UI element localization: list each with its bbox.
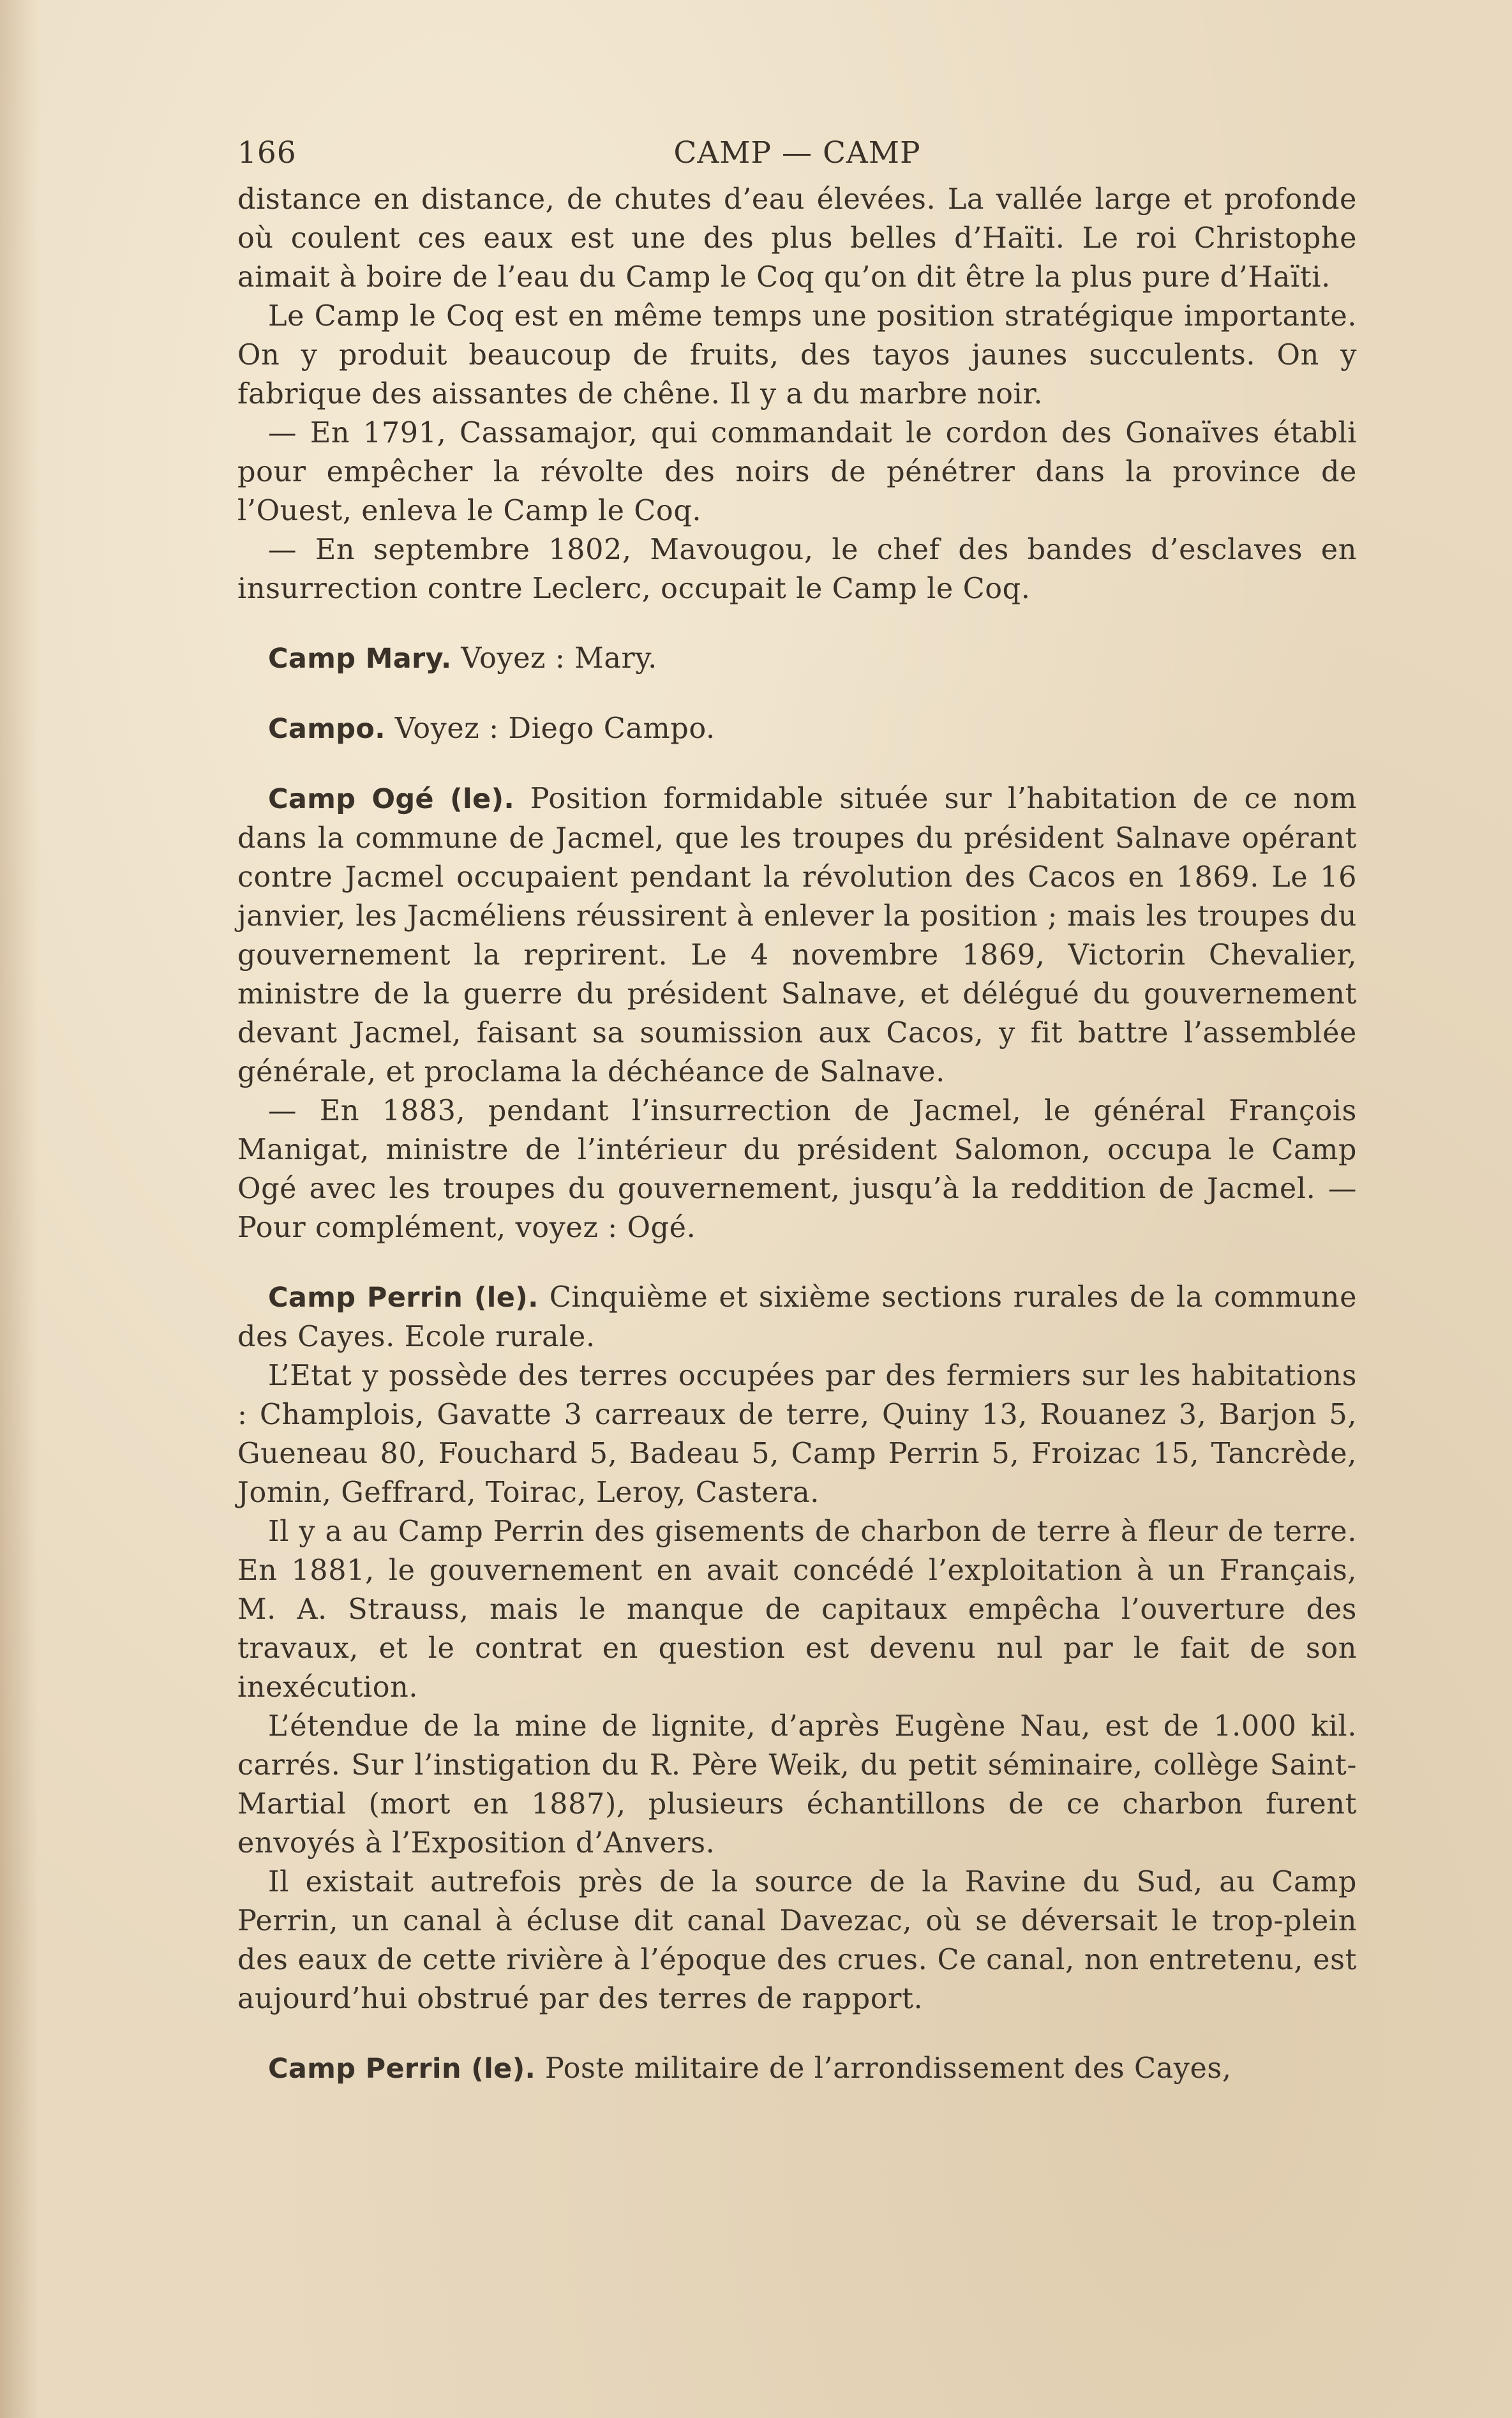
running-head	[237, 135, 1357, 180]
entry-paragraph: L’étendue de la mine de lignite, d’après Eugène Nau, est de 1.000 kil. carrés. Sur l’instigation du R. Père Weik, du petit séminaire, collège Saint-Martial (mort en 1887), plusieurs échantillons de ce charbon furent envoyés à l’Exposition d’Anvers.	[237, 1710, 1357, 1859]
entry-paragraph: L’Etat y possède des terres occupées par des fermiers sur les habitations : Champlois, Gavatte 3 carreaux de terre, Quiny 13, Rouanez 3, Barjon 5, Gueneau 80, Fouchard 5, Badeau 5, Camp Perrin 5, Froizac 15, Tancrède, Jomin, Geffrard, Toirac, Leroy, Castera.	[237, 1360, 1357, 1509]
entry-headword: Camp Perrin (le).	[268, 2053, 536, 2085]
continuation-paragraph: — En 1791, Cassamajor, qui commandait le cordon des Gonaïves établi pour empêcher la révolte des noirs de pénétrer dans la province de l’Ouest, enleva le Camp le Coq.	[237, 417, 1357, 527]
entry-camp-perrin	[237, 1278, 1357, 1356]
header-title: CAMP — CAMP	[673, 135, 921, 170]
continuation-paragraph: distance en distance, de chutes d’eau élevées. La vallée large et profonde où coulent ces eaux est une des plus belles d’Haïti. Le roi Christophe aimait à boire de l’eau du Camp le Coq qu’on dit être la plus pure d’Haïti.	[237, 183, 1357, 294]
entry-camp-mary	[237, 639, 1357, 679]
entry-text: Cinquième et sixième sections rurales de la commune des Cayes. Ecole rurale.	[237, 1281, 1357, 1353]
entry-headword: Camp Ogé (le).	[268, 783, 515, 815]
entry-campo	[237, 709, 1357, 749]
page	[237, 135, 1357, 2089]
entry-paragraph: — En 1883, pendant l’insurrection de Jacmel, le général François Manigat, ministre de l’intérieur du président Salomon, occupa le Camp Ogé avec les troupes du gouvernement, jusqu’à la reddition de Jacmel. — Pour complément, voyez : Ogé.	[237, 1095, 1357, 1244]
entry-text: Voyez : Mary.	[451, 642, 657, 675]
entry-camp-perrin-poste	[237, 2049, 1357, 2089]
entry-headword: Camp Mary.	[268, 643, 452, 675]
entry-headword: Camp Perrin (le).	[268, 1282, 539, 1314]
entry-paragraph: Il y a au Camp Perrin des gisements de charbon de terre à fleur de terre. En 1881, le gouvernement en avait concédé l’exploitation à un Français, M. A. Strauss, mais le manque de capitaux empêcha l’ouverture des travaux, et le contrat en question est devenu nul par le fait de son inexécution.	[237, 1515, 1357, 1704]
entry-text: Voyez : Diego Campo.	[385, 712, 715, 745]
entry-text: Poste militaire de l’arrondissement des Cayes,	[535, 2052, 1232, 2085]
continuation-paragraph: — En septembre 1802, Mavougou, le chef des bandes d’esclaves en insurrection contre Leclerc, occupait le Camp le Coq.	[237, 534, 1357, 605]
entry-camp-oge	[237, 779, 1357, 1092]
entry-paragraph: Il existait autrefois près de la source de la Ravine du Sud, au Camp Perrin, un canal à écluse dit canal Davezac, où se déversait le trop-plein des eaux de cette rivière à l’époque des crues. Ce canal, non entretenu, est aujourd’hui obstrué par des terres de rapport.	[237, 1866, 1357, 2015]
page-number: 166	[237, 135, 297, 170]
continuation-paragraph: Le Camp le Coq est en même temps une position stratégique importante. On y produit beaucoup de fruits, des tayos jaunes succulents. On y fabrique des aissantes de chêne. Il y a du marbre noir.	[237, 300, 1357, 410]
entry-headword: Campo.	[268, 713, 385, 745]
entry-text: Position formidable située sur l’habitation de ce nom dans la commune de Jacmel, que les troupes du président Salnave opérant contre Jacmel occupaient pendant la révolution des Cacos en 1869. Le 16 janvier, les Jacméliens réussirent à enlever la position ; mais les troupes du gouvernement la reprirent. Le 4 novembre 1869, Victorin Chevalier, ministre de la guerre du président Salnave, et délégué du gouvernement devant Jacmel, faisant sa soumission aux Cacos, y fit battre l’assemblée générale, et proclama la déchéance de Salnave.	[237, 783, 1357, 1088]
